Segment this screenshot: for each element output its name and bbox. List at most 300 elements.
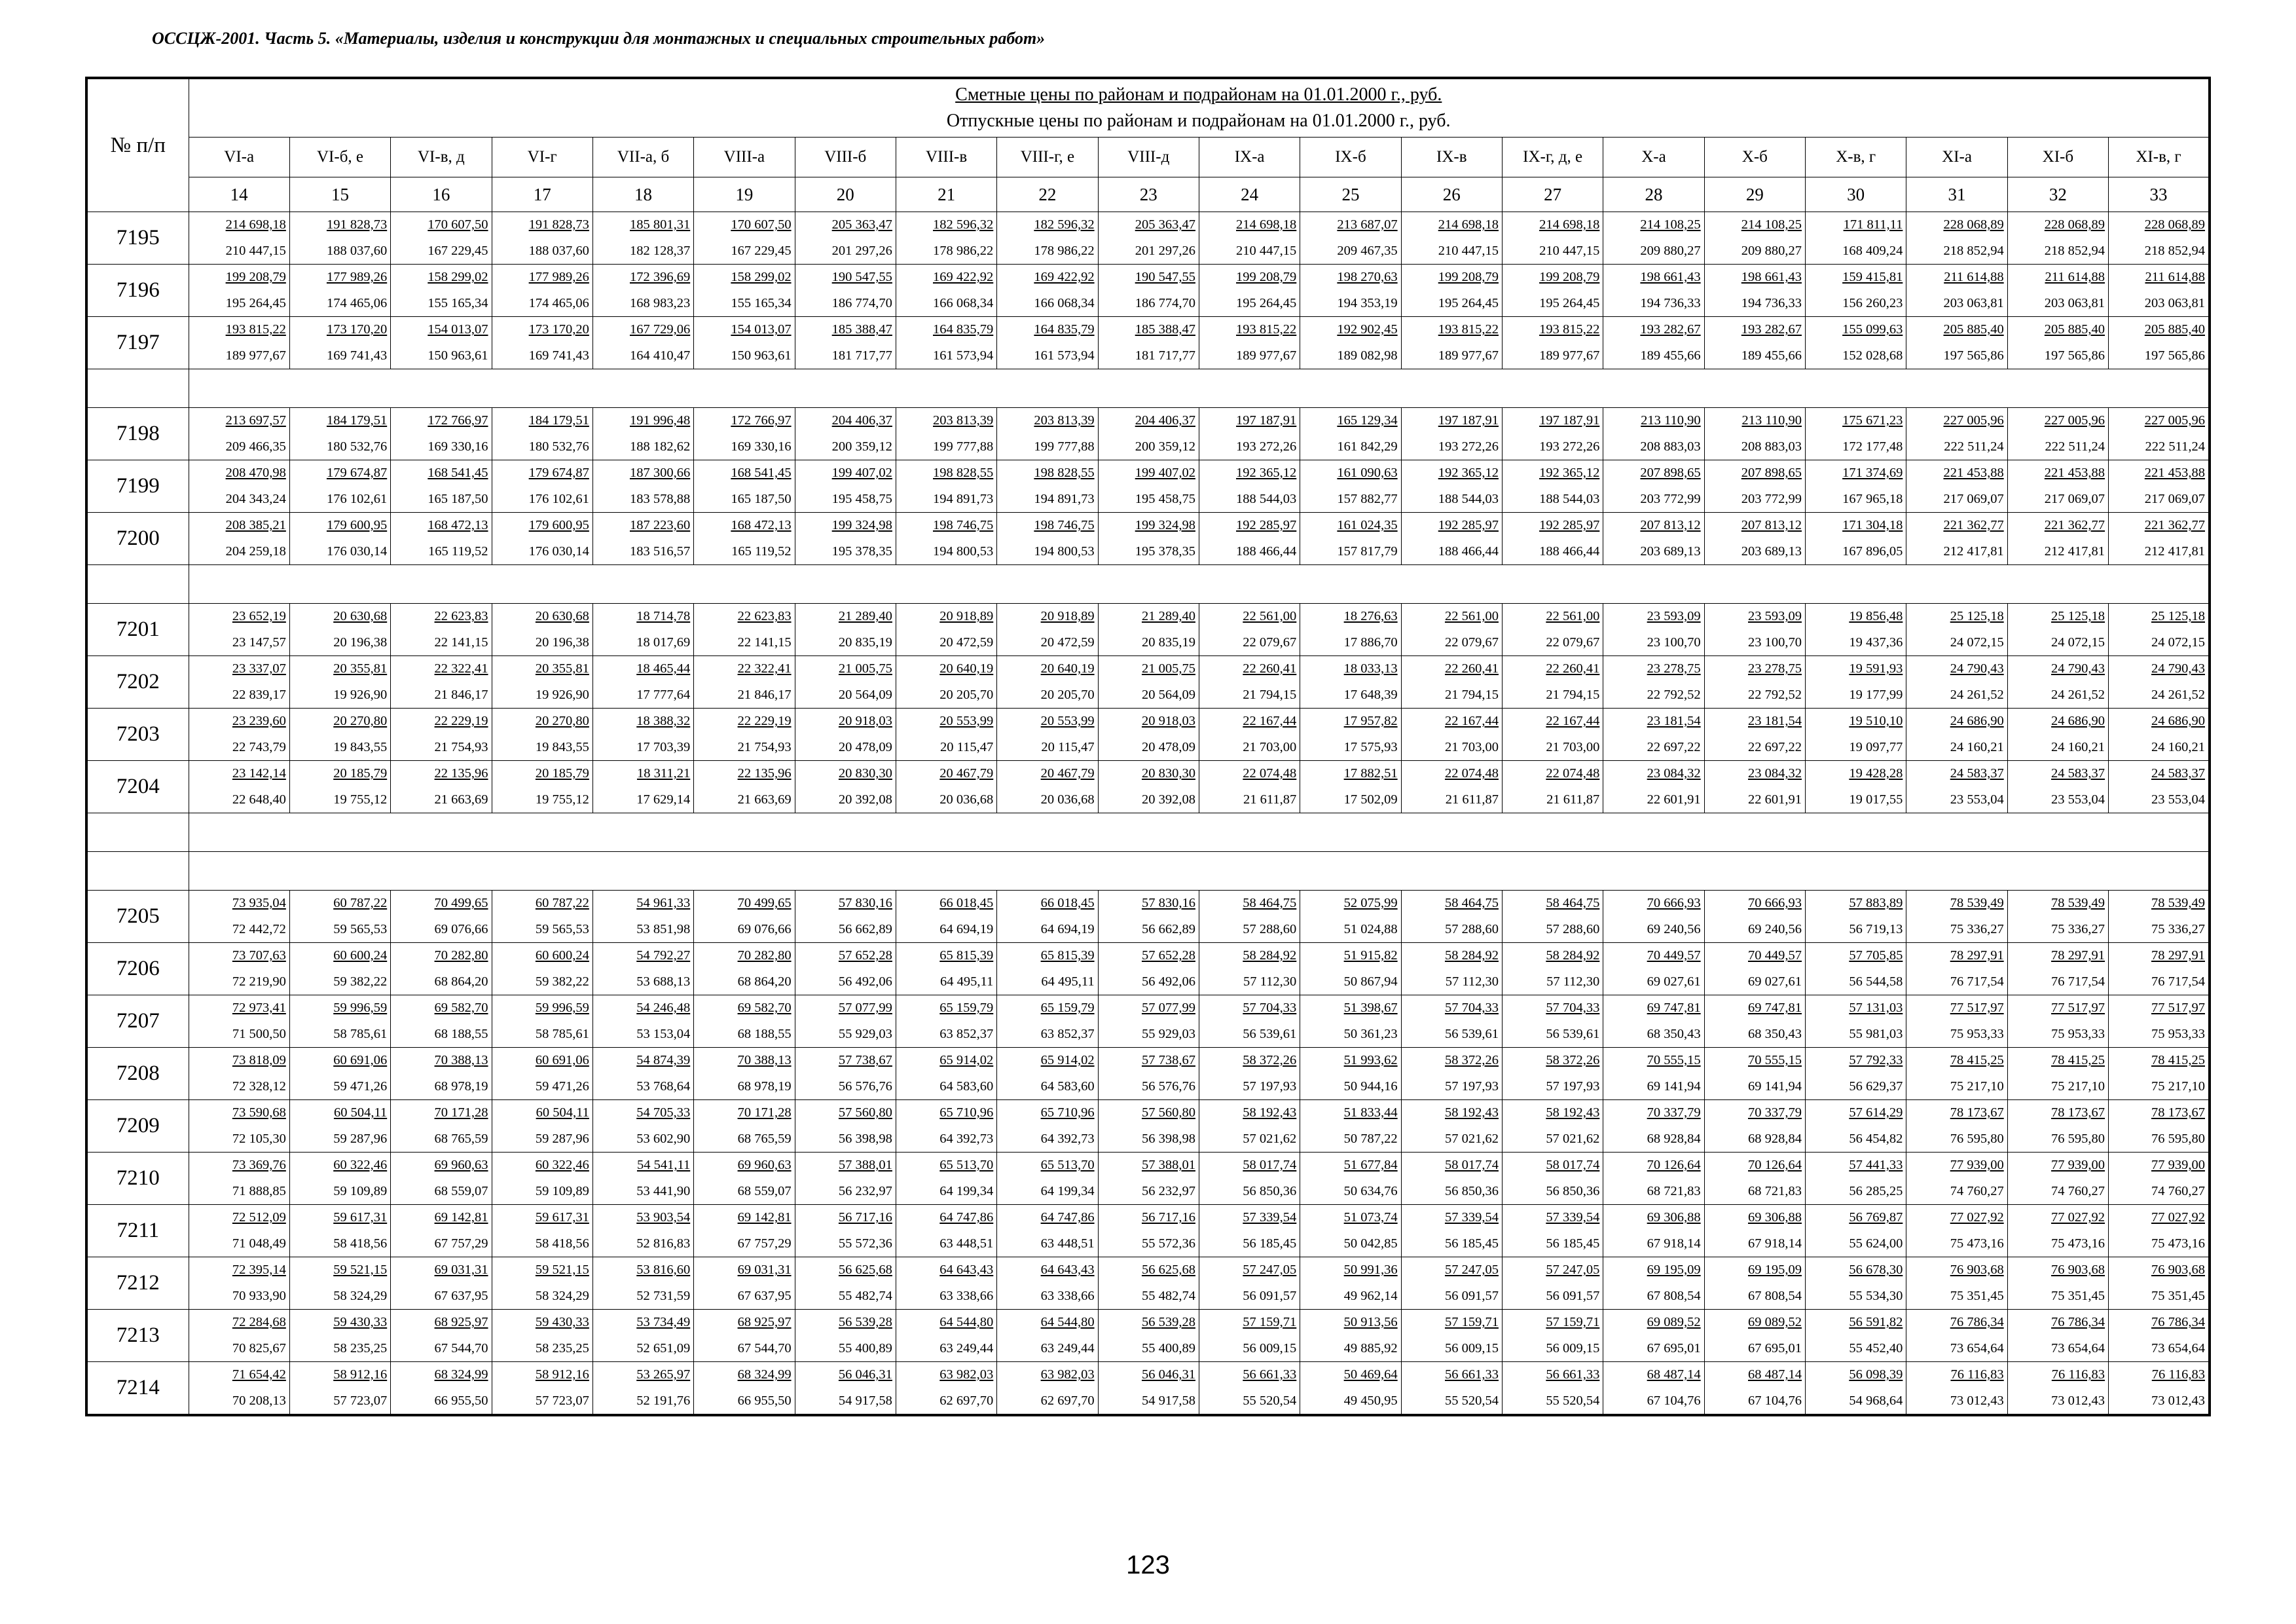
estimate-price: 57 388,01	[1141, 1158, 1195, 1172]
estimate-price: 58 017,74	[1243, 1158, 1297, 1172]
release-price: 178 986,22	[933, 243, 994, 258]
estimate-price: 20 918,03	[1141, 714, 1195, 728]
estimate-price: 211 614,88	[2145, 270, 2205, 284]
price-cell	[289, 1257, 390, 1310]
release-price: 21 754,93	[434, 739, 488, 754]
price-cell	[391, 1310, 492, 1362]
price-cell	[896, 1362, 996, 1416]
estimate-price: 69 089,52	[1748, 1315, 1802, 1329]
price-cell	[1401, 317, 1502, 369]
price-cell	[1704, 604, 1805, 656]
price-cell	[1502, 1205, 1603, 1257]
price-cell	[1704, 212, 1805, 265]
table-row	[86, 1257, 2210, 1310]
column-number: 19	[694, 177, 795, 212]
estimate-price: 175 671,23	[1842, 413, 1903, 428]
estimate-price: 20 355,81	[333, 661, 388, 676]
column-number: 30	[1806, 177, 1906, 212]
estimate-price: 213 687,07	[1337, 217, 1398, 232]
price-cell	[694, 1205, 795, 1257]
release-price: 180 532,76	[528, 439, 589, 454]
release-price: 21 846,17	[737, 687, 792, 702]
price-cell	[2109, 212, 2210, 265]
estimate-price: 24 790,43	[2151, 661, 2205, 676]
price-cell	[1300, 891, 1401, 943]
release-price: 71 888,85	[232, 1183, 286, 1198]
region-header: VII-а, б	[592, 138, 693, 177]
release-price: 59 565,53	[333, 921, 388, 936]
estimate-price: 70 337,79	[1748, 1105, 1802, 1120]
release-price: 21 703,00	[1546, 739, 1600, 754]
estimate-price: 69 306,88	[1748, 1210, 1802, 1225]
price-cell	[2007, 265, 2108, 317]
price-cell	[896, 761, 996, 813]
estimate-price: 24 790,43	[2051, 661, 2105, 676]
price-cell	[289, 1205, 390, 1257]
release-price: 69 027,61	[1647, 974, 1701, 989]
price-cell	[1603, 1257, 1704, 1310]
price-cell	[1806, 1205, 1906, 1257]
price-cell	[2007, 656, 2108, 709]
price-cell	[1098, 1153, 1199, 1205]
release-price: 24 072,15	[2051, 635, 2105, 650]
release-price: 195 264,45	[1236, 295, 1297, 310]
release-price: 217 069,07	[2044, 491, 2105, 506]
price-cell	[1806, 656, 1906, 709]
estimate-price: 23 084,32	[1748, 766, 1802, 781]
price-cell	[1704, 408, 1805, 460]
price-cell	[896, 604, 996, 656]
price-cell	[1502, 656, 1603, 709]
release-price: 155 165,34	[731, 295, 792, 310]
estimate-price: 24 790,43	[1950, 661, 2004, 676]
price-cell	[1704, 317, 1805, 369]
estimate-price: 57 705,85	[1849, 948, 1903, 963]
estimate-price: 158 299,02	[731, 270, 792, 284]
release-price: 68 928,84	[1748, 1131, 1802, 1146]
price-cell	[391, 460, 492, 513]
column-number: 31	[1906, 177, 2007, 212]
price-cell	[289, 943, 390, 995]
price-cell	[694, 656, 795, 709]
estimate-price: 19 428,28	[1849, 766, 1903, 781]
estimate-price: 18 465,44	[636, 661, 691, 676]
spacer-row	[86, 852, 2210, 891]
release-price: 56 544,58	[1849, 974, 1903, 989]
price-cell	[1098, 656, 1199, 709]
estimate-price: 23 593,09	[1748, 609, 1802, 623]
price-cell	[997, 1048, 1098, 1100]
column-number: 21	[896, 177, 996, 212]
estimate-price: 18 033,13	[1343, 661, 1398, 676]
price-cell	[2007, 1310, 2108, 1362]
estimate-price: 22 322,41	[737, 661, 792, 676]
table-row	[86, 1153, 2210, 1205]
price-cell	[289, 1362, 390, 1416]
release-price: 218 852,94	[2144, 243, 2205, 258]
estimate-price: 76 116,83	[2051, 1367, 2105, 1382]
estimate-price: 213 697,57	[225, 413, 286, 428]
spacer-row	[86, 565, 2210, 604]
price-cell	[896, 408, 996, 460]
estimate-price: 78 173,67	[1950, 1105, 2004, 1120]
release-price: 165 187,50	[731, 491, 792, 506]
price-cell	[592, 212, 693, 265]
release-price: 68 188,55	[434, 1026, 488, 1041]
estimate-price: 72 395,14	[232, 1263, 286, 1277]
price-cell	[2109, 995, 2210, 1048]
table-row	[86, 1100, 2210, 1153]
estimate-price: 59 430,33	[333, 1315, 388, 1329]
region-header: VIII-в	[896, 138, 996, 177]
price-cell	[1603, 1048, 1704, 1100]
table-header-row	[86, 78, 2210, 138]
price-cell	[997, 408, 1098, 460]
release-price: 55 400,89	[1141, 1340, 1195, 1356]
estimate-price: 159 415,81	[1842, 270, 1903, 284]
price-cell	[896, 1048, 996, 1100]
price-cell	[2109, 265, 2210, 317]
estimate-price: 70 126,64	[1748, 1158, 1802, 1172]
release-price: 63 338,66	[939, 1288, 994, 1303]
price-cell	[694, 408, 795, 460]
release-price: 17 703,39	[636, 739, 691, 754]
price-table	[85, 77, 2211, 1416]
release-price: 64 583,60	[939, 1079, 994, 1094]
estimate-price: 57 159,71	[1444, 1315, 1499, 1329]
price-cell	[1502, 1362, 1603, 1416]
estimate-price: 22 623,83	[434, 609, 488, 623]
estimate-price: 214 108,25	[1741, 217, 1802, 232]
estimate-price: 158 299,02	[428, 270, 488, 284]
price-cell	[1906, 1362, 2007, 1416]
estimate-price: 211 614,88	[1944, 270, 2004, 284]
price-cell	[1098, 460, 1199, 513]
estimate-price: 70 282,80	[737, 948, 792, 963]
estimate-price: 23 337,07	[232, 661, 286, 676]
estimate-price: 50 913,56	[1343, 1315, 1398, 1329]
estimate-price: 203 813,39	[1034, 413, 1095, 428]
price-cell	[1502, 265, 1603, 317]
release-price: 203 689,13	[1640, 544, 1701, 559]
price-cell	[795, 1362, 896, 1416]
table-row	[86, 891, 2210, 943]
estimate-price: 56 661,33	[1444, 1367, 1499, 1382]
estimate-price: 53 816,60	[636, 1263, 691, 1277]
estimate-price: 168 541,45	[428, 466, 488, 480]
price-cell	[2007, 513, 2108, 565]
estimate-price: 20 630,68	[333, 609, 388, 623]
release-price: 54 917,58	[1141, 1393, 1195, 1408]
release-price: 193 272,26	[1539, 439, 1600, 454]
release-price: 188 466,44	[1539, 544, 1600, 559]
release-price: 166 068,34	[1034, 295, 1095, 310]
spacer-cell	[86, 565, 189, 604]
price-cell	[2109, 460, 2210, 513]
estimate-price: 179 600,95	[326, 518, 388, 532]
table-row	[86, 943, 2210, 995]
estimate-price: 58 372,26	[1243, 1053, 1297, 1067]
price-cell	[1603, 317, 1704, 369]
release-price: 76 717,54	[2151, 974, 2205, 989]
price-cell	[289, 1100, 390, 1153]
release-price: 55 520,54	[1243, 1393, 1297, 1408]
price-cell	[391, 709, 492, 761]
release-price: 193 272,26	[1236, 439, 1297, 454]
price-cell	[1401, 1153, 1502, 1205]
release-price: 56 539,61	[1444, 1026, 1499, 1041]
release-price: 167 896,05	[1842, 544, 1903, 559]
estimate-price: 193 815,22	[1236, 322, 1297, 337]
column-number: 17	[492, 177, 592, 212]
release-price: 23 147,57	[232, 635, 286, 650]
price-cell	[1603, 995, 1704, 1048]
price-cell	[1806, 212, 1906, 265]
release-price: 67 918,14	[1748, 1236, 1802, 1251]
estimate-price: 56 539,28	[1141, 1315, 1195, 1329]
estimate-price: 193 815,22	[1539, 322, 1600, 337]
estimate-price: 207 813,12	[1640, 518, 1701, 532]
release-price: 63 448,51	[939, 1236, 994, 1251]
price-cell	[1603, 1153, 1704, 1205]
estimate-price: 20 918,89	[1040, 609, 1095, 623]
release-price: 71 048,49	[232, 1236, 286, 1251]
estimate-price: 228 068,89	[1943, 217, 2004, 232]
price-cell	[1704, 265, 1805, 317]
release-price: 56 285,25	[1849, 1183, 1903, 1198]
price-cell	[1199, 761, 1300, 813]
release-price: 195 264,45	[1438, 295, 1499, 310]
estimate-price: 69 142,81	[737, 1210, 792, 1225]
price-cell	[795, 1048, 896, 1100]
estimate-price: 57 830,16	[1141, 896, 1195, 910]
release-price: 157 882,77	[1337, 491, 1398, 506]
release-price: 58 324,29	[535, 1288, 589, 1303]
price-cell	[1401, 1362, 1502, 1416]
release-price: 64 392,73	[939, 1131, 994, 1146]
region-header: VI-а	[189, 138, 289, 177]
release-price: 197 565,86	[2044, 348, 2105, 363]
price-cell	[1906, 1100, 2007, 1153]
estimate-price: 72 284,68	[232, 1315, 286, 1329]
release-price: 58 324,29	[333, 1288, 388, 1303]
price-cell	[795, 317, 896, 369]
price-cell	[1603, 513, 1704, 565]
table-row	[86, 1362, 2210, 1416]
price-cell	[1906, 1310, 2007, 1362]
release-price: 75 336,27	[1950, 921, 2004, 936]
release-price: 21 611,87	[1445, 792, 1499, 807]
estimate-price: 185 388,47	[1135, 322, 1195, 337]
release-price: 70 825,67	[232, 1340, 286, 1356]
release-price: 21 703,00	[1243, 739, 1297, 754]
release-price: 174 465,06	[326, 295, 388, 310]
price-cell	[2109, 1153, 2210, 1205]
price-cell	[1300, 317, 1401, 369]
price-cell	[2007, 1257, 2108, 1310]
release-price: 17 886,70	[1343, 635, 1398, 650]
release-price: 63 338,66	[1040, 1288, 1095, 1303]
release-price: 24 072,15	[2151, 635, 2205, 650]
estimate-price: 22 074,48	[1444, 766, 1499, 781]
position-number: 7200	[86, 513, 189, 565]
estimate-price: 199 407,02	[831, 466, 892, 480]
price-cell	[1906, 265, 2007, 317]
price-cell	[1401, 408, 1502, 460]
release-price: 20 478,09	[1141, 739, 1195, 754]
estimate-price: 59 521,15	[535, 1263, 589, 1277]
release-price: 20 472,59	[939, 635, 994, 650]
release-price: 56 850,36	[1243, 1183, 1297, 1198]
estimate-price: 58 464,75	[1243, 896, 1297, 910]
release-price: 188 466,44	[1236, 544, 1297, 559]
price-cell	[2109, 1048, 2210, 1100]
price-cell	[189, 1310, 289, 1362]
estimate-price: 20 467,79	[1040, 766, 1095, 781]
price-cell	[1300, 1153, 1401, 1205]
release-price: 56 185,45	[1444, 1236, 1499, 1251]
estimate-price: 53 734,49	[636, 1315, 691, 1329]
price-cell	[189, 891, 289, 943]
release-price: 68 188,55	[737, 1026, 792, 1041]
column-number: 32	[2007, 177, 2108, 212]
price-cell	[1603, 656, 1704, 709]
price-cell	[896, 513, 996, 565]
release-price: 168 409,24	[1842, 243, 1903, 258]
price-cell	[997, 317, 1098, 369]
release-price: 57 723,07	[535, 1393, 589, 1408]
estimate-price: 57 560,80	[838, 1105, 892, 1120]
estimate-price: 191 828,73	[326, 217, 388, 232]
release-price: 55 534,30	[1849, 1288, 1903, 1303]
estimate-price: 168 541,45	[731, 466, 792, 480]
price-cell	[997, 1310, 1098, 1362]
price-cell	[2007, 995, 2108, 1048]
release-price: 62 697,70	[1040, 1393, 1095, 1408]
estimate-price: 64 544,80	[1040, 1315, 1095, 1329]
estimate-price: 198 828,55	[1034, 466, 1095, 480]
price-cell	[592, 943, 693, 995]
price-cell	[189, 656, 289, 709]
release-price: 56 454,82	[1849, 1131, 1903, 1146]
spacer-row	[86, 813, 2210, 852]
release-price: 167 965,18	[1842, 491, 1903, 506]
release-price: 21 794,15	[1444, 687, 1499, 702]
release-price: 195 264,45	[225, 295, 286, 310]
price-cell	[592, 1362, 693, 1416]
estimate-price: 65 815,39	[939, 948, 994, 963]
estimate-price: 21 289,40	[1141, 609, 1195, 623]
estimate-price: 197 187,91	[1438, 413, 1499, 428]
column-number: 29	[1704, 177, 1805, 212]
release-price: 76 595,80	[2151, 1131, 2205, 1146]
release-price: 21 754,93	[737, 739, 792, 754]
release-price: 201 297,26	[1135, 243, 1195, 258]
estimate-price: 52 075,99	[1343, 896, 1398, 910]
price-cell	[391, 317, 492, 369]
release-price: 64 495,11	[1041, 974, 1095, 989]
price-cell	[2109, 943, 2210, 995]
release-price: 218 852,94	[2044, 243, 2105, 258]
release-price: 70 208,13	[232, 1393, 286, 1408]
release-price: 22 697,22	[1748, 739, 1802, 754]
release-price: 19 926,90	[333, 687, 388, 702]
price-cell	[592, 656, 693, 709]
estimate-price: 59 996,59	[535, 1001, 589, 1015]
release-price: 57 197,93	[1546, 1079, 1600, 1094]
release-price: 72 219,90	[232, 974, 286, 989]
price-cell	[1603, 1100, 1704, 1153]
release-price: 67 637,95	[737, 1288, 792, 1303]
price-cell	[1603, 943, 1704, 995]
release-price: 56 850,36	[1546, 1183, 1600, 1198]
release-price: 75 953,33	[1950, 1026, 2004, 1041]
estimate-price: 20 270,80	[333, 714, 388, 728]
price-cell	[1199, 513, 1300, 565]
estimate-price: 221 453,88	[1943, 466, 2004, 480]
price-cell	[391, 513, 492, 565]
spacer-cell	[86, 852, 189, 891]
release-price: 203 063,81	[2144, 295, 2205, 310]
estimate-price: 54 792,27	[636, 948, 691, 963]
release-price: 22 792,52	[1647, 687, 1701, 702]
release-price: 75 351,45	[2151, 1288, 2205, 1303]
release-price: 75 336,27	[2151, 921, 2205, 936]
position-number: 7197	[86, 317, 189, 369]
table-row	[86, 317, 2210, 369]
price-cell	[1199, 1205, 1300, 1257]
price-cell	[1401, 943, 1502, 995]
table-row	[86, 265, 2210, 317]
estimate-price: 25 125,18	[1950, 609, 2004, 623]
price-cell	[189, 460, 289, 513]
release-price: 222 511,24	[2145, 439, 2205, 454]
estimate-price: 69 306,88	[1647, 1210, 1701, 1225]
price-cell	[1806, 1257, 1906, 1310]
release-price: 17 629,14	[636, 792, 691, 807]
price-cell	[1502, 212, 1603, 265]
release-price: 20 478,09	[838, 739, 892, 754]
estimate-price: 70 499,65	[737, 896, 792, 910]
price-cell	[592, 891, 693, 943]
price-cell	[1098, 265, 1199, 317]
estimate-price: 68 487,14	[1748, 1367, 1802, 1382]
estimate-price: 78 415,25	[1950, 1053, 2004, 1067]
price-cell	[2109, 891, 2210, 943]
price-cell	[795, 265, 896, 317]
price-cell	[492, 891, 592, 943]
estimate-price: 54 874,39	[636, 1053, 691, 1067]
price-cell	[1300, 460, 1401, 513]
release-price: 204 259,18	[225, 544, 286, 559]
release-price: 57 021,62	[1243, 1131, 1297, 1146]
price-cell	[1502, 709, 1603, 761]
estimate-price: 198 828,55	[933, 466, 994, 480]
price-cell	[492, 1048, 592, 1100]
estimate-price: 58 464,75	[1444, 896, 1499, 910]
release-price: 76 717,54	[2051, 974, 2105, 989]
release-price: 19 177,99	[1849, 687, 1903, 702]
price-cell	[289, 212, 390, 265]
release-price: 20 205,70	[1040, 687, 1095, 702]
price-cell	[391, 604, 492, 656]
release-price: 165 187,50	[428, 491, 488, 506]
price-cell	[1401, 995, 1502, 1048]
price-cell	[1603, 891, 1704, 943]
release-price: 63 249,44	[939, 1340, 994, 1356]
release-price: 194 736,33	[1741, 295, 1802, 310]
price-cell	[2007, 604, 2108, 656]
